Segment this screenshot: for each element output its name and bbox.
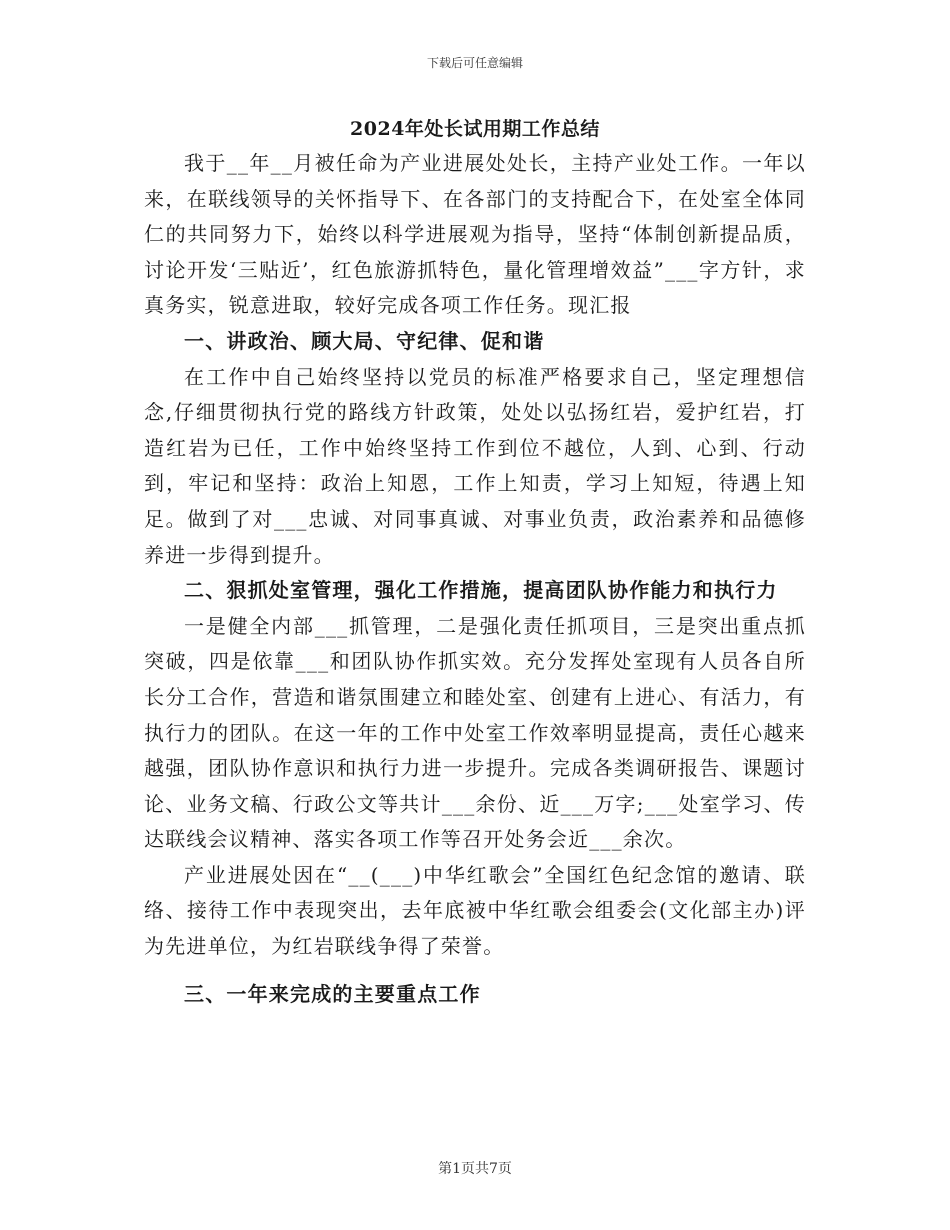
page-header-note: 下载后可任意编辑 [426,56,523,70]
paragraph-1: 在工作中自己始终坚持以党员的标准严格要求自己，坚定理想信念,仔细贯彻执行党的路线方针政策，处处以弘扬红岩，爱护红岩，打造红岩为已任，工作中始终坚持工作到位不越位，人到、心到、行动到，牢记和坚持：政治上知恩，工作上知责，学习上知短，待遇上知足。做到了对___忠诚、对同事真诚、对事业负责，政治素养和品德修养进一步得到提升。 [144,364,806,567]
document-title: 2024年处长试用期工作总结 [350,118,600,140]
intro-paragraph: 我于__年__月被任命为产业进展处处长，主持产业处工作。一年以来，在联线领导的关怀指导下、在各部门的支持配合下，在处室全体同仁的共同努力下，始终以科学进展观为指导，坚持“体制创新提品质，讨论开发‘三贴近’，红色旅游抓特色，量化管理增效益”___字方针，求真务实，锐意进取，较好完成各项工作任务。现汇报 [144,151,806,318]
paragraph-3: 产业进展处因在“__(___)中华红歌会”全国红色纪念馆的邀请、联络、接待工作中表现突出，去年底被中华红歌会组委会(文化部主办)评为先进单位，为红岩联线争得了荣誉。 [144,862,806,959]
section-heading-1: 一、讲政治、顾大局、守纪律、促和谐 [184,328,545,353]
page-number-footer: 第1页共7页 [438,1161,512,1177]
paragraph-2: 一是健全内部___抓管理，二是强化责任抓项目，三是突出重点抓突破，四是依靠___和团队协作抓实效。充分发挥处室现有人员各自所长分工合作，营造和谐氛围建立和睦处室、创建有上进心、有活力，有执行力的团队。在这一年的工作中处室工作效率明显提高，责任心越来越强，团队协作意识和执行力进一步提升。完成各类调研报告、课题讨论、业务文稿、行政公文等共计___余份、近___万字;___处室学习、传达联线会议精神、落实各项工作等召开处务会近___余次。 [144,613,806,852]
document-body [144,146,806,1012]
section-heading-2: 二、狠抓处室管理，强化工作措施，提高团队协作能力和执行力 [184,578,778,603]
section-heading-3: 三、一年来完成的主要重点工作 [184,981,481,1006]
